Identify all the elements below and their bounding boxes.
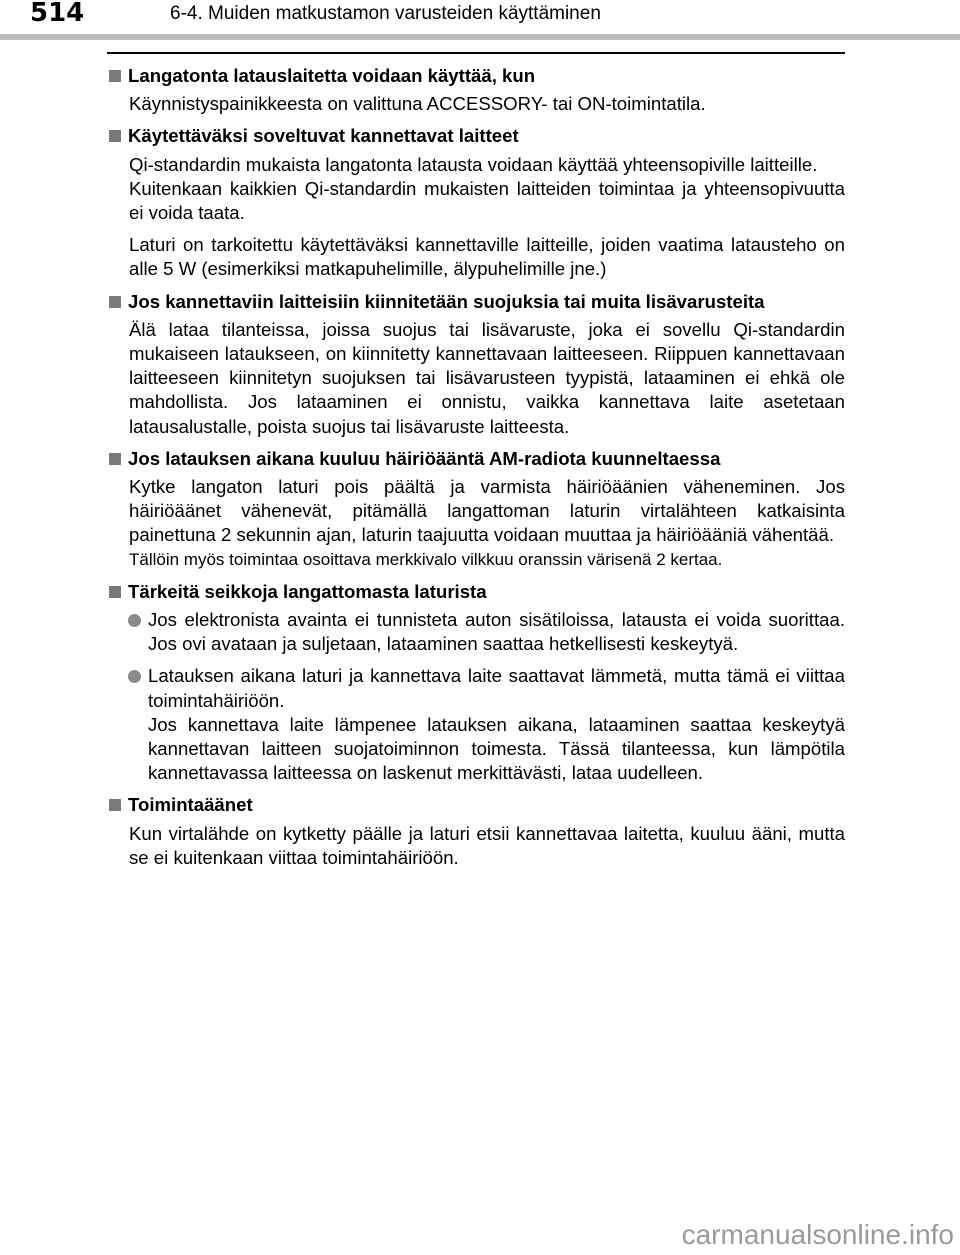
page-number: 514 xyxy=(30,0,85,28)
circle-bullet-icon xyxy=(128,614,141,627)
paragraph: Älä lataa tilanteissa, joissa suojus tai lisävaruste, joka ei sovellu Qi-standardin mukaiseen lataukseen, on kiinnitetty kannettavaan laitteeseen. Riippuen kannettavaan laitteeseen kiinnitetyn suojuksen tai lisävarusteen tyypistä, lataaminen ei ehkä ole mahdollista. Jos lataaminen ei onnistu, vaikka kannettava laite asetetaan latausalustalle, poista suojus tai lisävaruste laitteesta. xyxy=(129,318,845,437)
list-item-text: Jos kannettava laite lämpenee latauksen aikana, lataaminen saattaa keskeytyä kannettavan laitteen suojatoiminnon toimesta. Tässä tilanteessa, kun lämpötila kannettavassa laitteessa on laskenut merkittävästi, lataa uudelleen. xyxy=(148,713,845,784)
section-hairioaani xyxy=(109,447,845,572)
square-bullet-icon xyxy=(109,586,121,598)
heading-text: Jos latauksen aikana kuuluu häiriöääntä AM-radiota kuunneltaessa xyxy=(128,447,721,469)
section-heading xyxy=(109,580,845,604)
section-heading xyxy=(109,290,845,314)
list-item-continuation xyxy=(109,713,845,786)
page-content xyxy=(109,64,845,878)
list-item xyxy=(109,608,845,656)
circle-bullet-icon xyxy=(128,670,141,683)
list-item-text: Jos elektronista avainta ei tunnisteta auton sisätiloissa, latausta ei voida suorittaa. Jos ovi avataan ja suljetaan, lataaminen saattaa hetkellisesti keskeytyä. xyxy=(148,609,845,655)
section-heading xyxy=(109,124,845,148)
paragraph: Kuitenkaan kaikkien Qi-standardin mukaisten laitteiden toimintaa ja yhteensopivuutta ei voida taata. xyxy=(129,177,845,224)
section-heading xyxy=(109,793,845,817)
top-rule xyxy=(107,52,845,54)
section-kaytettavaksi xyxy=(109,124,845,281)
watermark: carmanualsonline.info xyxy=(681,1219,954,1250)
square-bullet-icon xyxy=(109,296,121,308)
heading-text: Langatonta latauslaitetta voidaan käyttää, kun xyxy=(128,65,536,86)
list-item-text: Latauksen aikana laturi ja kannettava laite saattavat lämmetä, mutta tämä ei viittaa toimintahäiriöön. xyxy=(148,665,845,711)
section-suojukset xyxy=(109,290,845,439)
section-toimintaaanet xyxy=(109,793,845,870)
square-bullet-icon xyxy=(109,799,121,811)
paragraph: Kytke langaton laturi pois päältä ja varmista häiriöäänien väheneminen. Jos häiriöäänet vähenevät, pitämällä langattoman laturin virtalähteen katkaisinta painettuna 2 sekunnin ajan, laturin taajuutta voidaan muuttaa ja häiriöääniä vähentää. xyxy=(129,476,845,546)
paragraph: Käynnistyspainikkeesta on valittuna ACCESSORY- tai ON-toimintatila. xyxy=(129,93,706,115)
heading-text: Käytettäväksi soveltuvat kannettavat laitteet xyxy=(128,125,519,147)
header-title: 6-4. Muiden matkustamon varusteiden käyttäminen xyxy=(170,3,601,24)
square-bullet-icon xyxy=(109,130,121,142)
section-heading xyxy=(109,64,845,88)
square-bullet-icon xyxy=(109,70,121,82)
section-tarkeita xyxy=(109,580,845,786)
heading-text: Toimintaäänet xyxy=(128,794,253,816)
square-bullet-icon xyxy=(109,453,121,465)
heading-text: Jos kannettaviin laitteisiin kiinnitetään suojuksia tai muita lisävarusteita xyxy=(128,290,765,312)
list-item xyxy=(109,664,845,712)
paragraph: Qi-standardin mukaista langatonta latausta voidaan käyttää yhteensopiville laitteille. xyxy=(129,153,818,175)
heading-text: Tärkeitä seikkoja langattomasta laturista xyxy=(128,580,487,602)
header-rule xyxy=(0,34,960,40)
section-langatonta xyxy=(109,64,845,116)
paragraph: Tällöin myös toimintaa osoittava merkkivalo vilkkuu oranssin värisenä 2 kertaa. xyxy=(129,549,723,569)
section-heading xyxy=(109,447,845,471)
paragraph: Laturi on tarkoitettu käytettäväksi kannettaville laitteille, joiden vaatima latausteho on alle 5 W (esimerkiksi matkapuhelimille, älypuhelimille jne.) xyxy=(129,234,845,280)
paragraph: Kun virtalähde on kytketty päälle ja laturi etsii kannettavaa laitetta, kuuluu ääni, mutta se ei kuitenkaan viittaa toimintahäiriöön. xyxy=(129,822,845,868)
